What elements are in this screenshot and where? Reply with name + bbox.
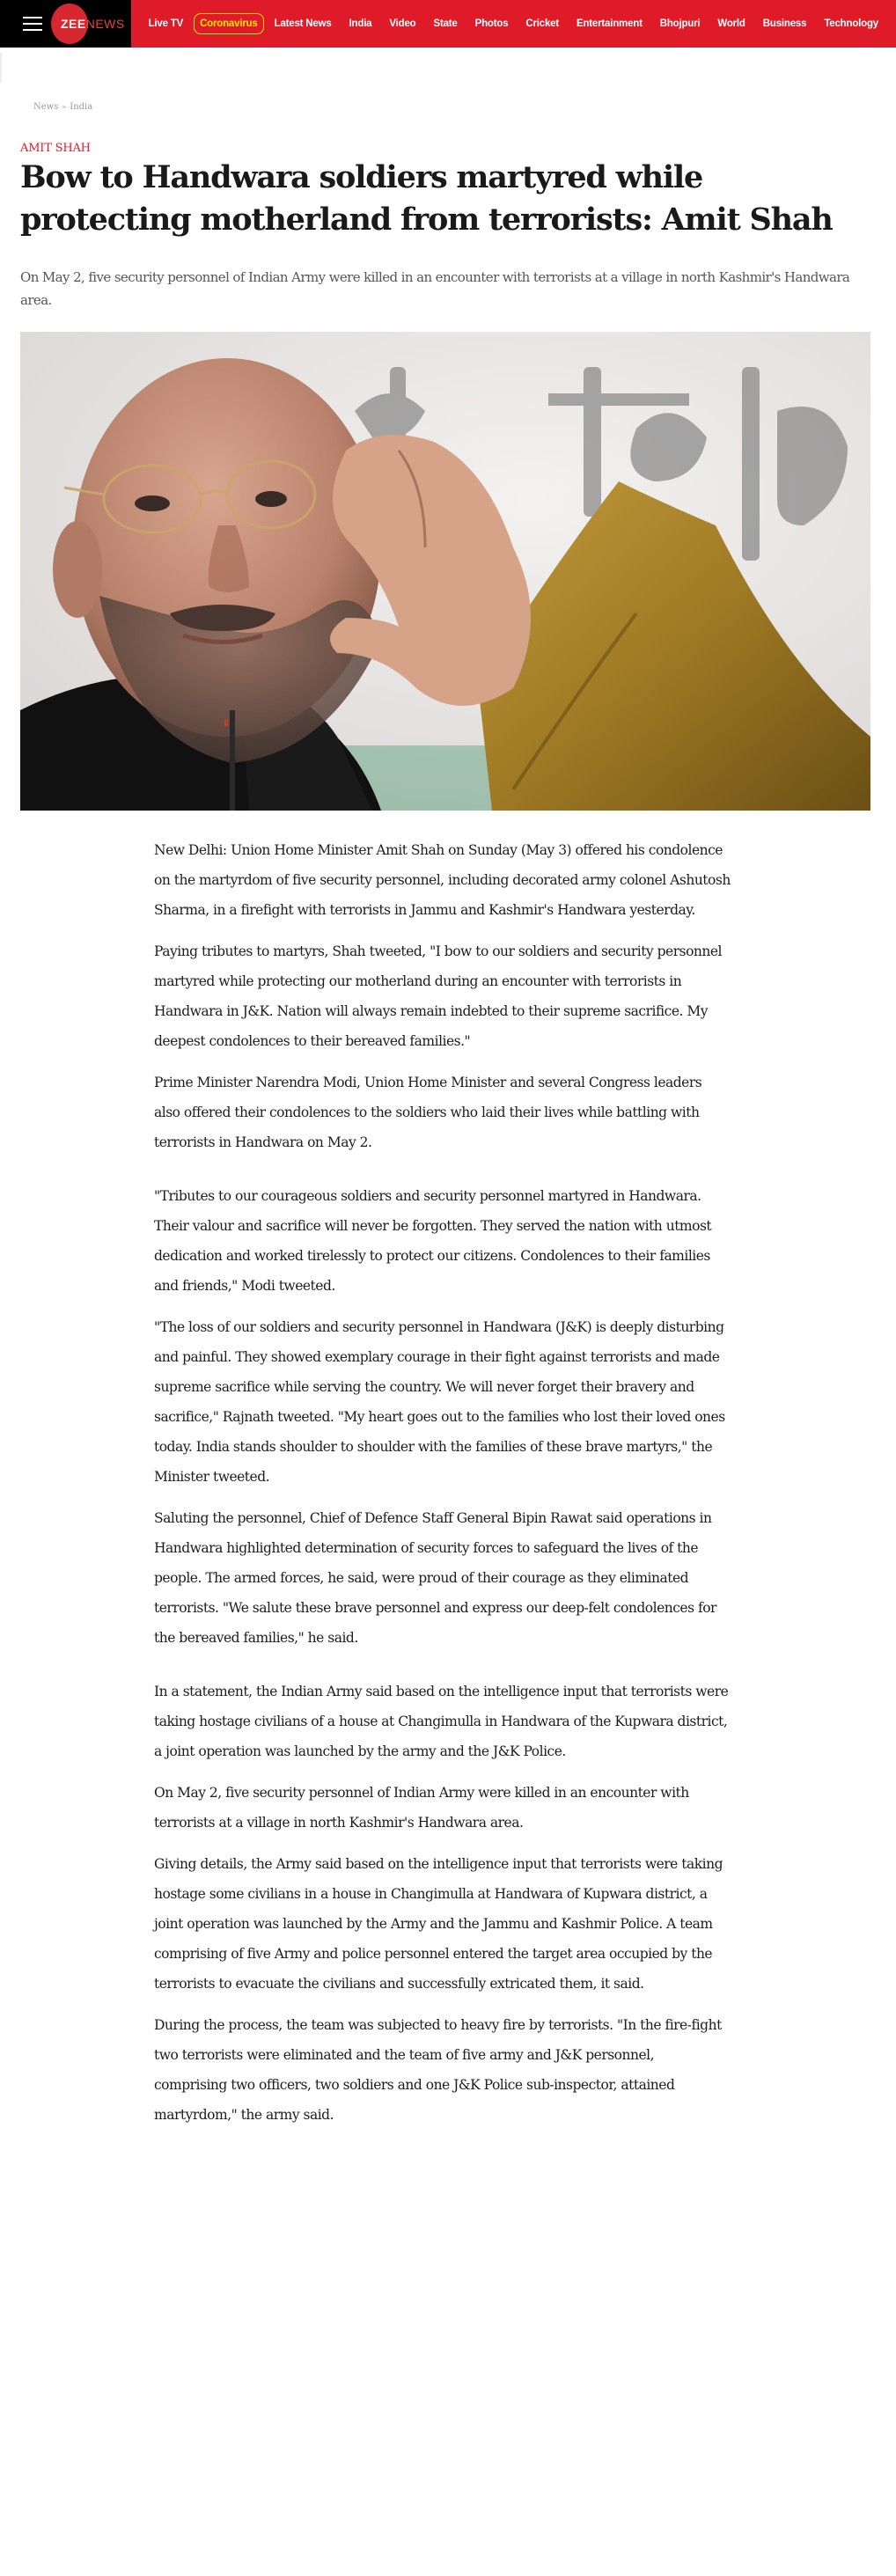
nav-coronavirus[interactable]: Coronavirus	[194, 13, 264, 34]
article-paragraph: Paying tributes to martyrs, Shah tweeted, "I bow to our soldiers and security personnel martyred while protecting our motherland during an encounter with terrorists in Handwara in J&K. Nation will always remain indebted to their supreme sacrifice. My deepest condolences to their bereaved families."	[154, 943, 722, 1049]
article-paragraph: "Tributes to our courageous soldiers and security personnel martyred in Handwara. Their valour and sacrifice will never be forgotten. They served the nation with utmost dedication and worked tirelessly to protect our citizens. Condolences to their families and friends," Modi tweeted.	[154, 1188, 712, 1294]
top-navigation-bar	[0, 0, 896, 48]
side-panel-edge	[0, 53, 2, 83]
nav-bhojpuri[interactable]: Bhojpuri	[659, 18, 701, 29]
breadcrumb	[33, 102, 92, 112]
article-paragraph: During the process, the team was subjected to heavy fire by terrorists. "In the fire-fight two terrorists were eliminated and the team of five army and J&K personnel, comprising two officers, two soldiers and one J&K Police sub-inspector, attained martyrdom," the army said.	[154, 2017, 722, 2123]
breadcrumb-news[interactable]: News	[33, 102, 59, 112]
article-paragraph: On May 2, five security personnel of Indian Army were killed in an encounter with terrorists at a village in north Kashmir's Handwara area.	[154, 1785, 689, 1831]
article-summary: On May 2, five security personnel of Indian Army were killed in an encounter with terrorists at a village in north Kashmir's Handwara area.	[20, 269, 850, 308]
nav-entertainment[interactable]: Entertainment	[577, 18, 643, 29]
nav-live-tv[interactable]: Live TV	[148, 18, 184, 29]
nav-cricket[interactable]: Cricket	[525, 18, 559, 29]
article-paragraph: In a statement, the Indian Army said based on the intelligence input that terrorists were taking hostage civilians of a house at Changimulla in Handwara of the Kupwara district, a joint operation was launched by the army and the J&K Police.	[154, 1684, 729, 1759]
nav-world[interactable]: World	[717, 18, 745, 29]
article-paragraph: Giving details, the Army said based on the intelligence input that terrorists were taking hostage some civilians in a house in Changimulla at Handwara of Kupwara district, a joint operation was launched by the Army and the Jammu and Kashmir Police. A team comprising of five Army and police personnel entered the target area occupied by the terrorists to evacuate the civilians and successfully extricated them, it said.	[154, 1856, 723, 1992]
article-body	[154, 835, 731, 2141]
nav-india[interactable]: India	[349, 18, 372, 29]
logo-text-news: NEWS	[85, 17, 125, 31]
article-paragraph: "The loss of our soldiers and security personnel in Handwara (J&K) is deeply disturbing and painful. They showed exemplary courage in their fight against terrorists and made supreme sacrifice while serving the country. We will never forget their bravery and sacrifice," Rajnath tweeted. "My heart goes out to the families who lost their loved ones today. India stands shoulder to shoulder with the families of these brave martyrs," the Minister tweeted.	[154, 1319, 725, 1485]
article-lead-image	[20, 332, 870, 811]
nav-state[interactable]: State	[433, 18, 458, 29]
article-paragraph: New Delhi: Union Home Minister Amit Shah on Sunday (May 3) offered his condolence on the martyrdom of five security personnel, including decorated army colonel Ashutosh Sharma, in a firefight with terrorists in Jammu and Kashmir's Handwara yesterday.	[154, 842, 731, 918]
article-kicker-tag[interactable]: AMIT SHAH	[20, 142, 91, 155]
hamburger-menu-icon[interactable]	[23, 17, 42, 31]
article-paragraph: Prime Minister Narendra Modi, Union Home Minister and several Congress leaders also offered their condolences to the soldiers who laid their lives while battling with terrorists in Handwara on May 2.	[154, 1075, 702, 1150]
nav-technology[interactable]: Technology	[824, 18, 878, 29]
article-paragraph: Saluting the personnel, Chief of Defence Staff General Bipin Rawat said operations in Handwara highlighted determination of security forces to safeguard the lives of the people. The armed forces, he said, were proud of their courage as they eliminated terrorists. "We salute these brave personnel and express our deep-felt condolences for the bereaved families," he said.	[154, 1510, 716, 1646]
logo-text-zee: ZEE	[61, 17, 86, 31]
zee-news-logo[interactable]	[51, 4, 125, 44]
brand-area	[0, 0, 131, 48]
breadcrumb-india[interactable]: India	[70, 102, 93, 112]
main-nav	[131, 0, 896, 48]
nav-business[interactable]: Business	[762, 18, 807, 29]
breadcrumb-separator: »	[62, 103, 67, 111]
article-headline: Bow to Handwara soldiers martyred while protecting motherland from terrorists: Amit Shah	[20, 159, 833, 238]
nav-latest-news[interactable]: Latest News	[274, 18, 332, 29]
nav-video[interactable]: Video	[389, 18, 416, 29]
photo-amit-shah-icon	[20, 332, 870, 811]
nav-photos[interactable]: Photos	[474, 18, 509, 29]
